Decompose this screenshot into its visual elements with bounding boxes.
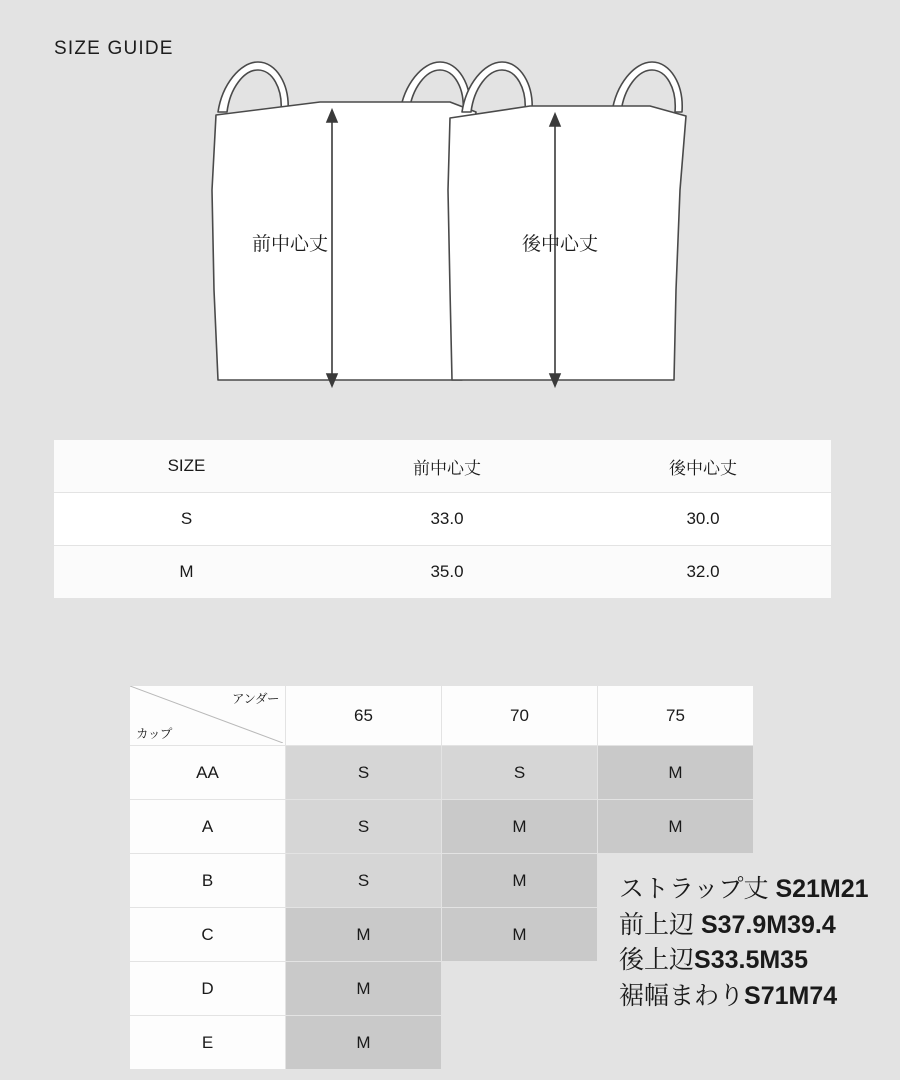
size-table-header-back: 後中心丈 [669, 458, 737, 478]
note-value: S21M21 [775, 875, 869, 903]
matrix-cell-empty [442, 962, 598, 1016]
back-length-label: 後中心丈 [521, 234, 599, 255]
under-axis-label: アンダー [231, 692, 279, 706]
matrix-header-row [130, 686, 754, 746]
matrix-corner-cell [130, 686, 286, 746]
note-value: S71M74 [744, 981, 838, 1010]
back-length-cell: 30.0 [686, 509, 720, 528]
front-length-cell: 33.0 [430, 509, 464, 528]
note-label: 後上辺 [619, 946, 695, 974]
note-value: S37.9M39.4 [700, 910, 836, 939]
matrix-cell: M [598, 746, 754, 800]
note-value: S33.5M35 [694, 946, 808, 974]
note-strap-length [619, 872, 894, 908]
measurement-notes [619, 872, 894, 1014]
table-row [130, 746, 754, 800]
table-row [130, 1016, 754, 1070]
size-cell: M [179, 562, 194, 581]
size-cell: S [180, 509, 193, 528]
note-front-top-edge [619, 908, 894, 944]
under-size-65: 65 [286, 686, 442, 746]
size-table-header-size: SIZE [167, 456, 206, 475]
under-size-70: 70 [442, 686, 598, 746]
table-row [54, 546, 831, 599]
matrix-cell-empty [598, 1016, 754, 1070]
matrix-cell: S [286, 746, 442, 800]
cup-label: E [130, 1016, 286, 1070]
matrix-cell: M [442, 854, 598, 908]
table-row [54, 493, 831, 546]
cup-label: D [130, 962, 286, 1016]
matrix-cell: M [598, 800, 754, 854]
size-table-header-row [54, 440, 831, 493]
matrix-cell: S [286, 800, 442, 854]
matrix-cell-empty [442, 1016, 598, 1070]
matrix-cell: S [442, 746, 598, 800]
front-length-cell: 35.0 [430, 562, 464, 581]
front-length-label: 前中心丈 [251, 234, 329, 255]
matrix-cell: M [286, 908, 442, 962]
note-back-top-edge [619, 943, 894, 979]
garment-illustration [200, 40, 700, 390]
under-size-75: 75 [598, 686, 754, 746]
cup-axis-label: カップ [136, 727, 172, 741]
cup-label: C [130, 908, 286, 962]
back-length-cell: 32.0 [686, 562, 720, 581]
matrix-cell: M [442, 800, 598, 854]
table-row [130, 800, 754, 854]
page-title: SIZE GUIDE [54, 38, 174, 59]
matrix-cell: M [442, 908, 598, 962]
matrix-cell: M [286, 962, 442, 1016]
note-label: 裾幅まわり [619, 981, 745, 1010]
cup-label: A [130, 800, 286, 854]
size-table [54, 440, 831, 598]
note-hem-width [619, 979, 894, 1015]
size-table-header-front: 前中心丈 [413, 458, 481, 478]
note-label: 前上辺 [619, 910, 701, 939]
garment-diagram-svg [200, 40, 700, 390]
matrix-cell: M [286, 1016, 442, 1070]
note-label: ストラップ丈 [619, 875, 776, 903]
cup-label: AA [130, 746, 286, 800]
matrix-cell: S [286, 854, 442, 908]
cup-label: B [130, 854, 286, 908]
